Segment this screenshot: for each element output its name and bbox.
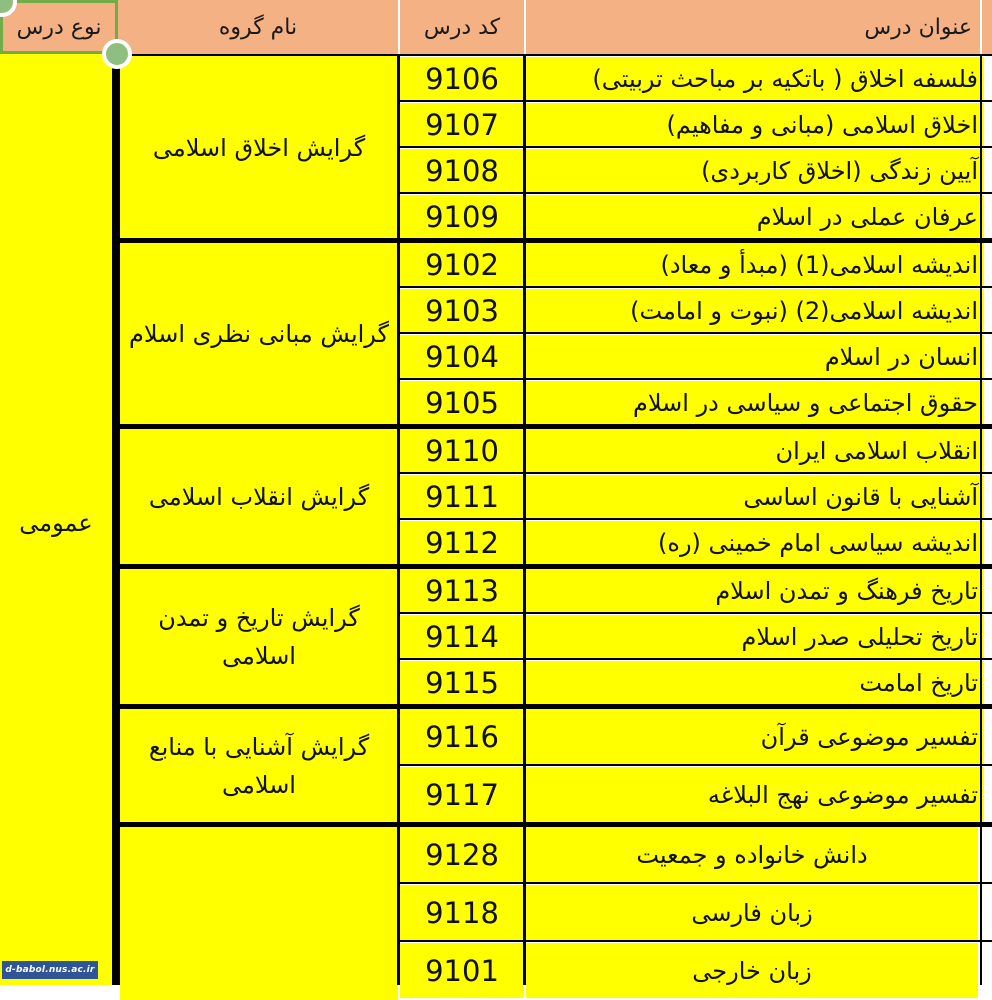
group-column-border <box>397 54 400 985</box>
course-title: تاریخ امامت <box>859 669 978 697</box>
course-title: اندیشه سیاسی امام خمینی (ره) <box>658 529 978 557</box>
group-divider <box>116 238 992 243</box>
group-name: گرایش انقلاب اسلامی <box>148 483 370 511</box>
course-title: اندیشه اسلامی(2) (نبوت و امامت) <box>630 297 978 325</box>
course-code: 9113 <box>425 574 499 608</box>
kind-column-border <box>112 54 120 985</box>
course-code: 9102 <box>425 248 499 282</box>
course-title: تاریخ تحلیلی صدر اسلام <box>741 623 978 651</box>
group-divider <box>116 822 992 827</box>
group-name: گرایش تاریخ و تمدن اسلامی <box>158 604 360 670</box>
group-divider <box>116 424 992 429</box>
course-code: 9105 <box>425 386 499 420</box>
course-title: تفسیر موضوعی قرآن <box>760 723 978 751</box>
course-title: حقوق اجتماعی و سیاسی در اسلام <box>633 389 978 417</box>
course-code: 9117 <box>425 778 499 812</box>
course-code: 9114 <box>425 620 499 654</box>
course-title: دانش خانواده و جمعیت <box>636 841 868 869</box>
course-code: 9128 <box>425 838 499 872</box>
group-name: گرایش مبانی نظری اسلام <box>129 320 389 348</box>
kind-label: عمومی <box>19 509 93 537</box>
course-title: عرفان عملی در اسلام <box>756 203 978 231</box>
group-name: گرایش آشنایی با منابع اسلامی <box>148 733 370 799</box>
course-code: 9118 <box>425 896 499 930</box>
course-title: فلسفه اخلاق ( باتکیه بر مباحث تربیتی) <box>592 65 978 93</box>
course-code: 9112 <box>425 526 499 560</box>
course-code: 9111 <box>425 480 499 514</box>
course-code: 9116 <box>425 720 499 754</box>
course-code: 9109 <box>425 200 499 234</box>
course-code: 9108 <box>425 154 499 188</box>
course-code: 9106 <box>425 62 499 96</box>
right-border <box>980 54 982 985</box>
group-name <box>128 826 390 1000</box>
course-title: زبان خارجی <box>692 957 812 985</box>
group-divider <box>116 564 992 569</box>
course-title: آشنایی با قانون اساسی <box>743 483 978 511</box>
course-code: 9104 <box>425 340 499 374</box>
header-group: نام گروه <box>118 0 398 54</box>
header-code: کد درس <box>400 0 524 54</box>
course-title: آیین زندگی (اخلاق کاربردی) <box>701 157 978 185</box>
header-kind: نوع درس <box>0 0 118 54</box>
course-code: 9101 <box>425 954 499 988</box>
course-title: تفسیر موضوعی نهج البلاغه <box>707 781 978 809</box>
course-title: انسان در اسلام <box>824 343 978 371</box>
group-divider <box>116 704 992 709</box>
header-divider <box>112 54 992 56</box>
course-code: 9110 <box>425 434 499 468</box>
group-name: گرایش اخلاق اسلامی <box>152 134 366 162</box>
course-title: زبان فارسی <box>691 899 813 927</box>
course-title: انقلاب اسلامی ایران <box>775 437 978 465</box>
selection-handle-corner[interactable] <box>102 39 132 69</box>
code-column-border <box>523 54 526 985</box>
course-code: 9107 <box>425 108 499 142</box>
course-title: اندیشه اسلامی(1) (مبدأ و معاد) <box>660 251 978 279</box>
course-title: تاریخ فرهنگ و تمدن اسلام <box>715 577 978 605</box>
header-edge <box>982 0 992 54</box>
course-code: 9103 <box>425 294 499 328</box>
header-title: عنوان درس <box>526 0 980 54</box>
course-code: 9115 <box>425 666 499 700</box>
course-title: اخلاق اسلامی (مبانی و مفاهیم) <box>666 111 978 139</box>
site-watermark: d-babol.nus.ac.ir <box>2 961 98 979</box>
